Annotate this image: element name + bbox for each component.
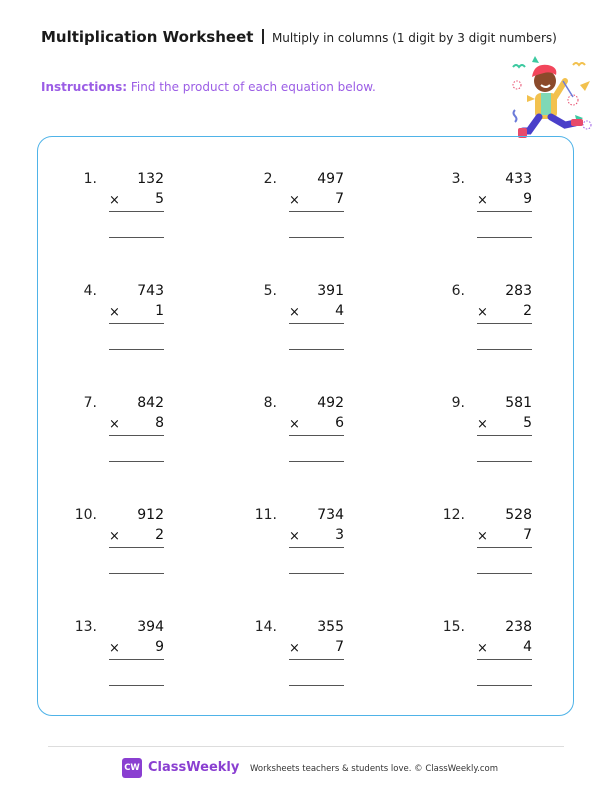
- problem-number: 8.: [263, 395, 277, 411]
- multiply-icon: ×: [289, 193, 300, 208]
- product-line: [477, 547, 532, 548]
- multiplier: 2: [523, 303, 532, 319]
- problem-number: 2.: [263, 171, 277, 187]
- problem-11: [243, 507, 403, 587]
- problem-14: [243, 619, 403, 699]
- multiply-icon: ×: [109, 641, 120, 656]
- multiplicand: 391: [317, 283, 344, 299]
- multiply-icon: ×: [477, 193, 488, 208]
- multiplier: 8: [155, 415, 164, 431]
- problem-4: [63, 283, 223, 363]
- brand-name: ClassWeekly: [148, 760, 240, 775]
- answer-field[interactable]: [477, 573, 532, 574]
- multiplier: 7: [335, 191, 344, 207]
- worksheet-header: [41, 27, 557, 46]
- problem-5: [243, 283, 403, 363]
- product-line: [289, 323, 344, 324]
- product-line: [109, 323, 164, 324]
- footer-divider: [48, 746, 564, 747]
- instructions-label: Instructions:: [41, 80, 128, 94]
- multiplicand: 528: [505, 507, 532, 523]
- problem-12: [431, 507, 591, 587]
- multiplicand: 912: [137, 507, 164, 523]
- multiplier: 6: [335, 415, 344, 431]
- problem-9: [431, 395, 591, 475]
- product-line: [109, 547, 164, 548]
- multiply-icon: ×: [477, 305, 488, 320]
- problem-number: 5.: [263, 283, 277, 299]
- multiplier: 5: [523, 415, 532, 431]
- multiply-icon: ×: [289, 641, 300, 656]
- answer-field[interactable]: [477, 685, 532, 686]
- multiplicand: 492: [317, 395, 344, 411]
- multiplier: 4: [335, 303, 344, 319]
- multiplier: 1: [155, 303, 164, 319]
- problem-number: 6.: [451, 283, 465, 299]
- answer-field[interactable]: [109, 573, 164, 574]
- product-line: [289, 659, 344, 660]
- worksheet-subtitle: Multiply in columns (1 digit by 3 digit numbers): [271, 31, 557, 45]
- multiplier: 9: [155, 639, 164, 655]
- problem-number: 13.: [74, 619, 97, 635]
- problem-number: 3.: [451, 171, 465, 187]
- multiplicand: 842: [137, 395, 164, 411]
- multiplicand: 743: [137, 283, 164, 299]
- answer-field[interactable]: [289, 685, 344, 686]
- problem-3: [431, 171, 591, 251]
- product-line: [289, 547, 344, 548]
- multiplier: 7: [335, 639, 344, 655]
- answer-field[interactable]: [477, 349, 532, 350]
- answer-field[interactable]: [109, 461, 164, 462]
- product-line: [477, 323, 532, 324]
- product-line: [109, 211, 164, 212]
- product-line: [109, 435, 164, 436]
- celebrating-kid-icon: [505, 55, 595, 143]
- multiply-icon: ×: [477, 641, 488, 656]
- problem-number: 14.: [254, 619, 277, 635]
- problem-number: 15.: [442, 619, 465, 635]
- problem-number: 9.: [451, 395, 465, 411]
- multiply-icon: ×: [289, 529, 300, 544]
- answer-field[interactable]: [289, 349, 344, 350]
- product-line: [477, 211, 532, 212]
- answer-field[interactable]: [289, 573, 344, 574]
- multiplicand: 394: [137, 619, 164, 635]
- multiplicand: 238: [505, 619, 532, 635]
- answer-field[interactable]: [109, 685, 164, 686]
- answer-field[interactable]: [289, 461, 344, 462]
- multiply-icon: ×: [289, 417, 300, 432]
- answer-field[interactable]: [109, 349, 164, 350]
- problem-2: [243, 171, 403, 251]
- multiplier: 3: [335, 527, 344, 543]
- answer-field[interactable]: [289, 237, 344, 238]
- product-line: [477, 435, 532, 436]
- multiplicand: 433: [505, 171, 532, 187]
- problem-13: [63, 619, 223, 699]
- multiplier: 5: [155, 191, 164, 207]
- product-line: [289, 435, 344, 436]
- multiply-icon: ×: [109, 193, 120, 208]
- problem-1: [63, 171, 223, 251]
- footer-tagline: Worksheets teachers & students love. © ClassWeekly.com: [250, 764, 499, 774]
- problem-10: [63, 507, 223, 587]
- multiply-icon: ×: [289, 305, 300, 320]
- problem-number: 1.: [83, 171, 97, 187]
- multiply-icon: ×: [477, 529, 488, 544]
- multiplier: 4: [523, 639, 532, 655]
- multiplicand: 581: [505, 395, 532, 411]
- instructions-text: Find the product of each equation below.: [127, 80, 376, 94]
- worksheet-title: Multiplication Worksheet: [41, 28, 254, 46]
- problem-number: 7.: [83, 395, 97, 411]
- multiplier: 2: [155, 527, 164, 543]
- problem-number: 4.: [83, 283, 97, 299]
- answer-field[interactable]: [109, 237, 164, 238]
- answer-field[interactable]: [477, 461, 532, 462]
- classweekly-logo-icon: CW: [122, 758, 142, 778]
- multiply-icon: ×: [109, 305, 120, 320]
- problem-7: [63, 395, 223, 475]
- problem-number: 11.: [254, 507, 277, 523]
- problem-number: 10.: [74, 507, 97, 523]
- product-line: [477, 659, 532, 660]
- multiplicand: 283: [505, 283, 532, 299]
- multiplier: 7: [523, 527, 532, 543]
- problem-8: [243, 395, 403, 475]
- multiplicand: 355: [317, 619, 344, 635]
- problem-6: [431, 283, 591, 363]
- multiplicand: 734: [317, 507, 344, 523]
- title-divider: [262, 29, 264, 44]
- answer-field[interactable]: [477, 237, 532, 238]
- problem-number: 12.: [442, 507, 465, 523]
- multiplicand: 497: [317, 171, 344, 187]
- problems-panel: [37, 136, 574, 716]
- multiplier: 9: [523, 191, 532, 207]
- multiply-icon: ×: [109, 529, 120, 544]
- multiply-icon: ×: [477, 417, 488, 432]
- multiply-icon: ×: [109, 417, 120, 432]
- instructions: [41, 80, 376, 94]
- multiplicand: 132: [137, 171, 164, 187]
- product-line: [109, 659, 164, 660]
- product-line: [289, 211, 344, 212]
- problem-15: [431, 619, 591, 699]
